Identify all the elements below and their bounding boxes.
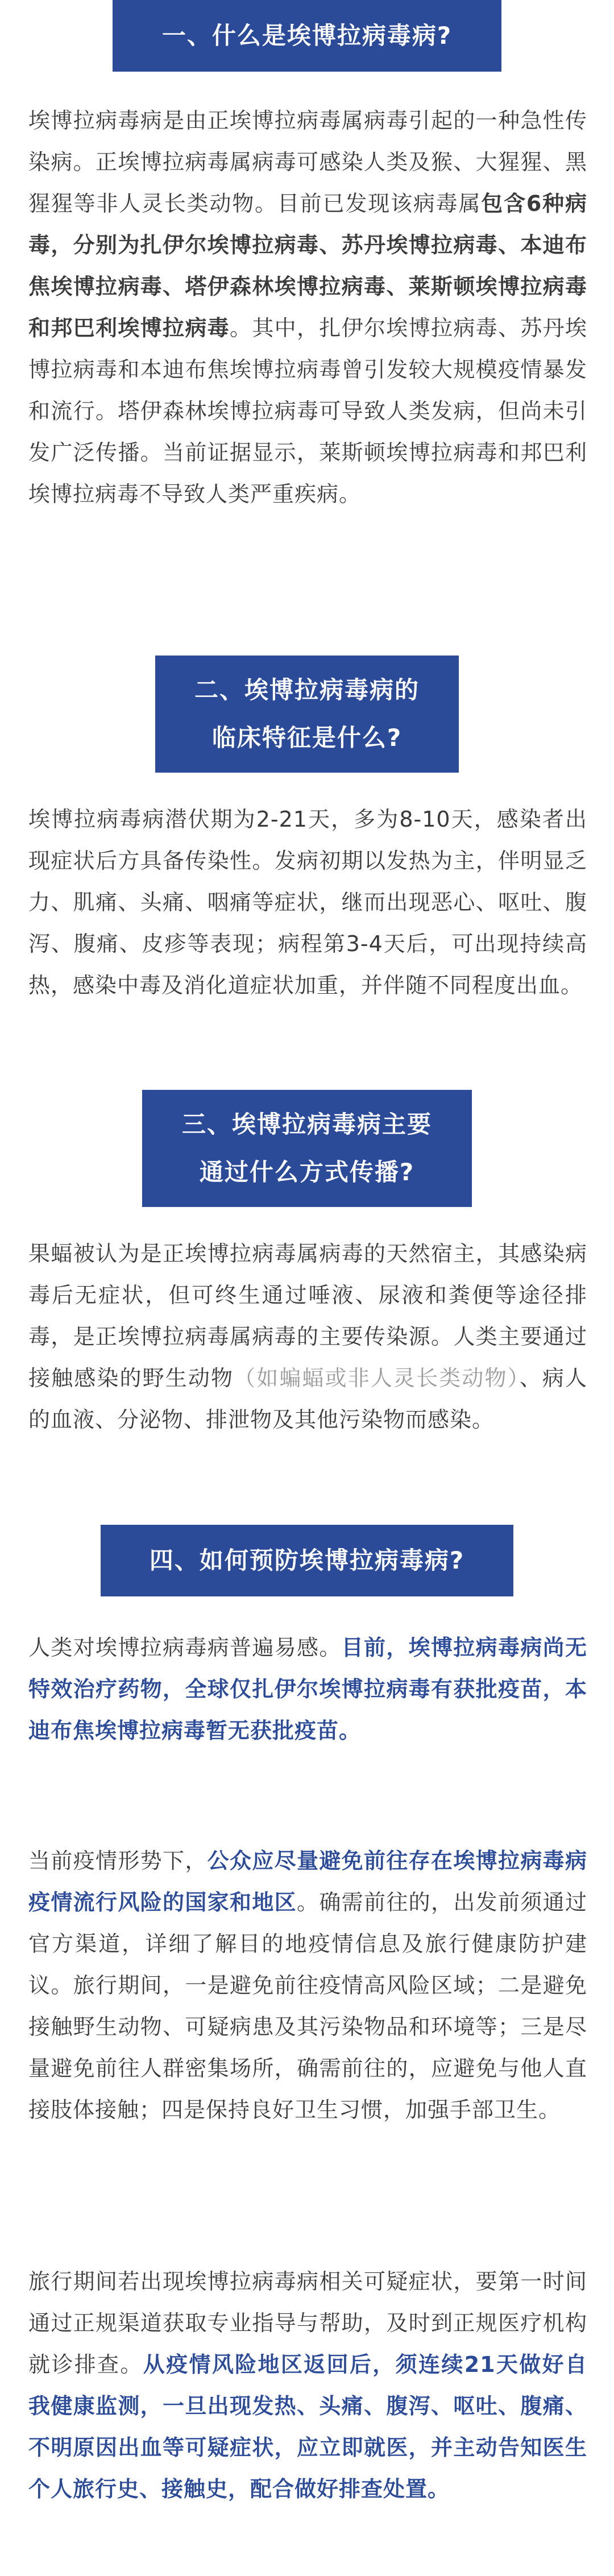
section-1-heading bbox=[113, 0, 501, 72]
section-3-heading-line-1: 三、埃博拉病毒病主要 bbox=[181, 1110, 432, 1138]
section-2-heading bbox=[155, 656, 459, 773]
section-4-paragraph-1: 人类对埃博拉病毒病普遍易感。目前，埃博拉病毒病尚无特效治疗药物，全球仅扎伊尔埃博拉病毒有获批疫苗，本迪布焦埃博拉病毒暂无获批疫苗。 bbox=[28, 1635, 587, 1743]
section-2-paragraph-1: 埃博拉病毒病潜伏期为2-21天，多为8-10天，感染者出现症状后方具备传染性。发病初期以发热为主，伴明显乏力、肌痛、头痛、咽痛等症状，继而出现恶心、呕吐、腹泻、腹痛、皮疹等表现；病程第3-4天后，可出现持续高热，感染中毒及消化道症状加重，并伴随不同程度出血。 bbox=[28, 807, 587, 998]
section-4-heading bbox=[101, 1525, 513, 1596]
section-3-paragraph-1: 果蝠被认为是正埃博拉病毒属病毒的天然宿主，其感染病毒后无症状，但可终生通过唾液、尿液和粪便等途径排毒，是正埃博拉病毒属病毒的主要传染源。人类主要通过接触感染的野生动物（如蝙蝠或非人灵长类动物）、病人的血液、分泌物、排泄物及其他污染物而感染。 bbox=[28, 1241, 587, 1432]
section-1-paragraph-1: 埃博拉病毒病是由正埃博拉病毒属病毒引起的一种急性传染病。正埃博拉病毒属病毒可感染人类及猴、大猩猩、黑猩猩等非人灵长类动物。目前已发现该病毒属包含6种病毒，分别为扎伊尔埃博拉病毒、苏丹埃博拉病毒、本迪布焦埃博拉病毒、塔伊森林埃博拉病毒、莱斯顿埃博拉病毒和邦巴利埃博拉病毒。其中，扎伊尔埃博拉病毒、苏丹埃博拉病毒和本迪布焦埃博拉病毒曾引发较大规模疫情暴发和流行。塔伊森林埃博拉病毒可导致人类发病，但尚未引发广泛传播。当前证据显示，莱斯顿埃博拉病毒和邦巴利埃博拉病毒不导致人类严重疾病。 bbox=[28, 108, 587, 507]
section-3-heading-line-2: 通过什么方式传播? bbox=[199, 1158, 415, 1186]
section-3-heading bbox=[142, 1090, 472, 1207]
section-2-heading-line-1: 二、埃博拉病毒病的 bbox=[194, 676, 420, 704]
section-4-heading-line-1: 四、如何预防埃博拉病毒病? bbox=[149, 1546, 465, 1574]
section-4-paragraph-2: 当前疫情形势下，公众应尽量避免前往存在埃博拉病毒病疫情流行风险的国家和地区。确需前往的，出发前须通过官方渠道，详细了解目的地疫情信息及旅行健康防护建议。旅行期间，一是避免前往疫情高风险区域；二是避免接触野生动物、可疑病患及其污染物品和环境等；三是尽量避免前往人群密集场所，确需前往的，应避免与他人直接肢体接触；四是保持良好卫生习惯，加强手部卫生。 bbox=[28, 1848, 587, 2122]
section-4-paragraph-3: 旅行期间若出现埃博拉病毒病相关可疑症状，要第一时间通过正规渠道获取专业指导与帮助，及时到正规医疗机构就诊排查。从疫情风险地区返回后，须连续21天做好自我健康监测，一旦出现发热、头痛、腹泻、呕吐、腹痛、不明原因出血等可疑症状，应立即就医，并主动告知医生个人旅行史、接触史，配合做好排查处置。 bbox=[28, 2269, 587, 2502]
section-2-heading-line-2: 临床特征是什么? bbox=[211, 724, 403, 752]
section-1-heading-line-1: 一、什么是埃博拉病毒病? bbox=[161, 22, 453, 49]
